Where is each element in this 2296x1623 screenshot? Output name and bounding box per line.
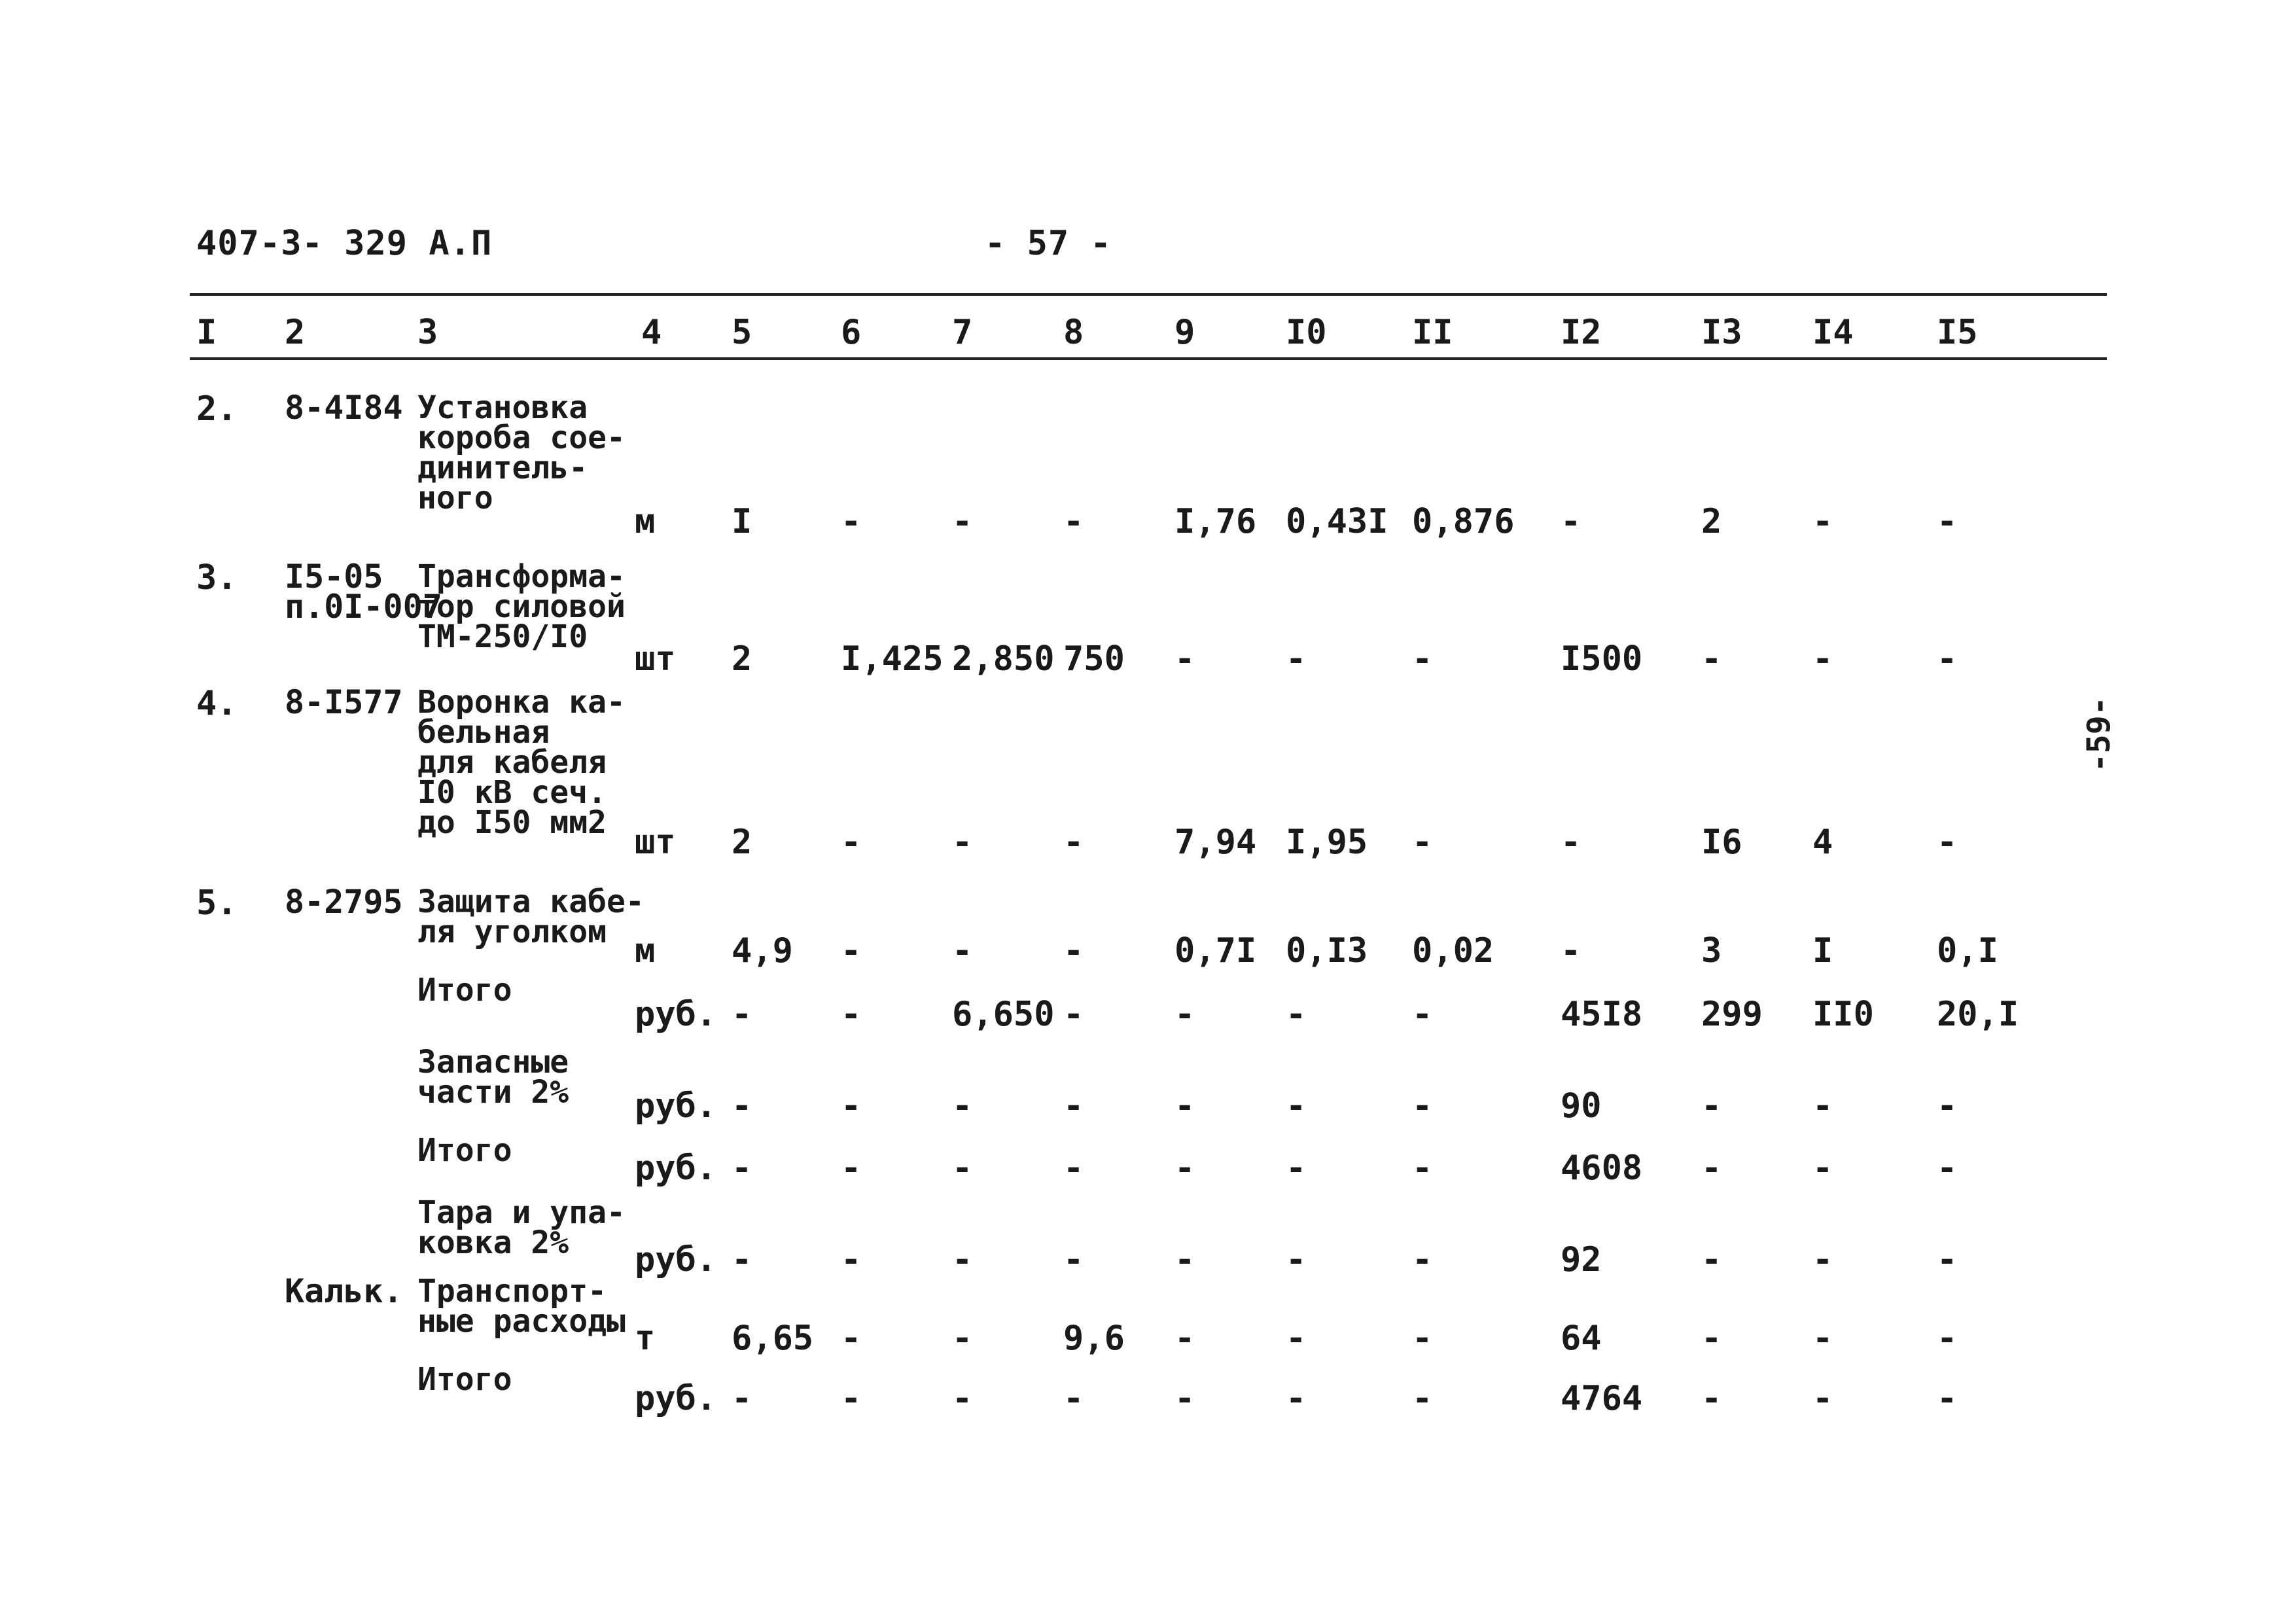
row-cell-col-7: -: [952, 1379, 973, 1418]
row-cell-col-13: -: [1701, 1086, 1722, 1126]
row-cell-col-13: -: [1701, 1240, 1722, 1279]
row-cell-col-10: -: [1286, 995, 1307, 1034]
row-cell-col-7: -: [952, 1149, 973, 1188]
row-code: I5-05 п.0I-007: [285, 558, 442, 626]
row-cell-col-12: 4764: [1561, 1379, 1643, 1418]
row-unit: руб.: [635, 1086, 717, 1126]
row-cell-col-9: I,76: [1174, 502, 1257, 541]
row-cell-col-6: I,425: [841, 639, 944, 679]
row-cell-col-15: -: [1937, 1149, 1958, 1188]
row-cell-col-5: -: [732, 995, 752, 1034]
row-cell-col-10: 0,I3: [1286, 931, 1368, 971]
row-description: Запасные части 2%: [417, 1044, 569, 1111]
row-cell-col-9: -: [1174, 639, 1195, 679]
row-description: Защита кабе- ля уголком: [417, 883, 645, 950]
row-unit: шт: [635, 639, 676, 679]
row-cell-col-11: -: [1412, 639, 1433, 679]
row-cell-col-15: -: [1937, 1240, 1958, 1279]
row-cell-col-8: 9,6: [1063, 1319, 1125, 1358]
row-cell-col-13: 299: [1701, 995, 1763, 1034]
row-cell-col-5: 6,65: [732, 1319, 814, 1358]
row-cell-col-12: 90: [1561, 1086, 1602, 1126]
row-cell-col-13: 2: [1701, 502, 1722, 541]
row-cell-col-15: -: [1937, 502, 1958, 541]
column-number-10: I0: [1286, 313, 1327, 352]
row-cell-col-6: -: [841, 1149, 862, 1188]
row-cell-col-9: -: [1174, 1240, 1195, 1279]
column-number-7: 7: [952, 313, 973, 352]
row-cell-col-6: -: [841, 1086, 862, 1126]
row-cell-col-15: -: [1937, 1086, 1958, 1126]
row-cell-col-14: I: [1812, 931, 1833, 971]
row-cell-col-7: -: [952, 1240, 973, 1279]
row-cell-col-6: -: [841, 1379, 862, 1418]
row-cell-col-14: II0: [1812, 995, 1874, 1034]
row-cell-col-12: -: [1561, 931, 1581, 971]
row-cell-col-12: -: [1561, 823, 1581, 862]
row-cell-col-10: I,95: [1286, 823, 1368, 862]
row-cell-col-7: 6,650: [952, 995, 1055, 1034]
row-cell-col-15: -: [1937, 1379, 1958, 1418]
row-description: Итого: [417, 972, 512, 1008]
row-cell-col-10: -: [1286, 1240, 1307, 1279]
row-cell-col-11: -: [1412, 1149, 1433, 1188]
row-cell-col-14: -: [1812, 1086, 1833, 1126]
row-cell-col-8: -: [1063, 502, 1084, 541]
column-number-1: I: [196, 313, 217, 352]
row-cell-col-13: -: [1701, 1319, 1722, 1358]
row-cell-col-11: -: [1412, 1379, 1433, 1418]
row-cell-col-12: 4608: [1561, 1149, 1643, 1188]
row-cell-col-8: -: [1063, 931, 1084, 971]
row-unit: м: [635, 502, 656, 541]
row-cell-col-6: -: [841, 995, 862, 1034]
row-cell-col-15: -: [1937, 639, 1958, 679]
row-cell-col-12: 45I8: [1561, 995, 1643, 1034]
column-number-12: I2: [1561, 313, 1602, 352]
row-number: 4.: [196, 684, 238, 723]
column-number-6: 6: [841, 313, 862, 352]
row-unit: руб.: [635, 1240, 717, 1279]
column-number-2: 2: [285, 313, 306, 352]
row-cell-col-5: 4,9: [732, 931, 793, 971]
row-cell-col-6: -: [841, 1240, 862, 1279]
row-cell-col-10: -: [1286, 639, 1307, 679]
row-cell-col-12: 92: [1561, 1240, 1602, 1279]
row-cell-col-7: -: [952, 823, 973, 862]
column-number-11: II: [1412, 313, 1453, 352]
side-page-note: -59-: [2081, 696, 2117, 772]
row-cell-col-11: -: [1412, 1319, 1433, 1358]
row-cell-col-11: -: [1412, 823, 1433, 862]
table-header-rule: [190, 357, 2107, 360]
row-cell-col-15: 0,I: [1937, 931, 1998, 971]
row-cell-col-12: 64: [1561, 1319, 1602, 1358]
column-number-3: 3: [417, 313, 438, 352]
row-cell-col-11: 0,876: [1412, 502, 1515, 541]
row-cell-col-5: -: [732, 1240, 752, 1279]
row-cell-col-10: 0,43I: [1286, 502, 1388, 541]
row-unit: шт: [635, 823, 676, 862]
row-cell-col-12: I500: [1561, 639, 1643, 679]
row-cell-col-13: -: [1701, 1379, 1722, 1418]
row-cell-col-11: -: [1412, 1086, 1433, 1126]
row-cell-col-9: 7,94: [1174, 823, 1257, 862]
row-cell-col-8: -: [1063, 995, 1084, 1034]
row-cell-col-11: -: [1412, 1240, 1433, 1279]
row-code: 8-I577: [285, 683, 403, 721]
row-cell-col-7: -: [952, 1086, 973, 1126]
row-unit: м: [635, 931, 656, 971]
row-unit: руб.: [635, 1379, 717, 1418]
row-cell-col-13: I6: [1701, 823, 1742, 862]
row-cell-col-7: -: [952, 502, 973, 541]
row-cell-col-8: 750: [1063, 639, 1125, 679]
row-cell-col-5: -: [732, 1149, 752, 1188]
row-cell-col-13: 3: [1701, 931, 1722, 971]
row-unit: т: [635, 1319, 656, 1358]
row-cell-col-8: -: [1063, 1240, 1084, 1279]
row-cell-col-14: -: [1812, 1149, 1833, 1188]
row-cell-col-6: -: [841, 931, 862, 971]
row-cell-col-14: -: [1812, 639, 1833, 679]
row-description: Трансформа- тор силовой ТМ-250/I0: [417, 558, 626, 655]
row-cell-col-10: -: [1286, 1086, 1307, 1126]
document-code: 407-3- 329 А.П: [196, 224, 493, 263]
page-number: - 57 -: [985, 224, 1112, 263]
row-number: 3.: [196, 558, 238, 597]
row-cell-col-13: -: [1701, 639, 1722, 679]
row-cell-col-9: -: [1174, 1149, 1195, 1188]
row-cell-col-5: 2: [732, 639, 752, 679]
row-cell-col-9: 0,7I: [1174, 931, 1257, 971]
row-description: Транспорт- ные расходы: [417, 1273, 626, 1340]
row-cell-col-6: -: [841, 823, 862, 862]
row-cell-col-9: -: [1174, 1319, 1195, 1358]
row-cell-col-14: -: [1812, 1379, 1833, 1418]
row-number: 2.: [196, 389, 238, 429]
row-cell-col-5: -: [732, 1379, 752, 1418]
row-cell-col-11: 0,02: [1412, 931, 1494, 971]
column-number-8: 8: [1063, 313, 1084, 352]
row-cell-col-14: 4: [1812, 823, 1833, 862]
row-cell-col-6: -: [841, 502, 862, 541]
row-description: Тара и упа- ковка 2%: [417, 1194, 626, 1261]
table-top-rule: [190, 293, 2107, 296]
row-cell-col-9: -: [1174, 1379, 1195, 1418]
row-cell-col-7: 2,850: [952, 639, 1055, 679]
row-cell-col-14: -: [1812, 502, 1833, 541]
row-cell-col-12: -: [1561, 502, 1581, 541]
row-code: 8-2795: [285, 883, 403, 921]
row-unit: руб.: [635, 1149, 717, 1188]
row-code: Кальк.: [285, 1272, 403, 1310]
column-number-15: I5: [1937, 313, 1978, 352]
row-cell-col-8: -: [1063, 1086, 1084, 1126]
column-number-4: 4: [641, 313, 662, 352]
row-cell-col-7: -: [952, 1319, 973, 1358]
column-number-5: 5: [732, 313, 752, 352]
row-cell-col-9: -: [1174, 1086, 1195, 1126]
row-cell-col-14: -: [1812, 1319, 1833, 1358]
row-cell-col-8: -: [1063, 1379, 1084, 1418]
row-cell-col-15: -: [1937, 1319, 1958, 1358]
row-description: Итого: [417, 1132, 512, 1169]
row-description: Установка короба сое- динитель- ного: [417, 389, 626, 516]
row-description: Итого: [417, 1361, 512, 1398]
row-cell-col-8: -: [1063, 1149, 1084, 1188]
row-cell-col-5: I: [732, 502, 752, 541]
column-number-13: I3: [1701, 313, 1742, 352]
row-cell-col-15: 20,I: [1937, 995, 2019, 1034]
row-cell-col-5: 2: [732, 823, 752, 862]
row-cell-col-10: -: [1286, 1149, 1307, 1188]
row-cell-col-8: -: [1063, 823, 1084, 862]
row-unit: руб.: [635, 995, 717, 1034]
row-cell-col-13: -: [1701, 1149, 1722, 1188]
row-cell-col-6: -: [841, 1319, 862, 1358]
row-cell-col-11: -: [1412, 995, 1433, 1034]
row-cell-col-5: -: [732, 1086, 752, 1126]
row-description: Воронка ка- бельная для кабеля I0 кВ сеч. до I50 мм2: [417, 684, 626, 841]
row-cell-col-14: -: [1812, 1240, 1833, 1279]
column-number-9: 9: [1174, 313, 1195, 352]
row-cell-col-10: -: [1286, 1319, 1307, 1358]
column-number-14: I4: [1812, 313, 1854, 352]
row-cell-col-10: -: [1286, 1379, 1307, 1418]
row-cell-col-7: -: [952, 931, 973, 971]
row-code: 8-4I84: [285, 389, 403, 427]
row-cell-col-9: -: [1174, 995, 1195, 1034]
row-number: 5.: [196, 883, 238, 923]
row-cell-col-15: -: [1937, 823, 1958, 862]
